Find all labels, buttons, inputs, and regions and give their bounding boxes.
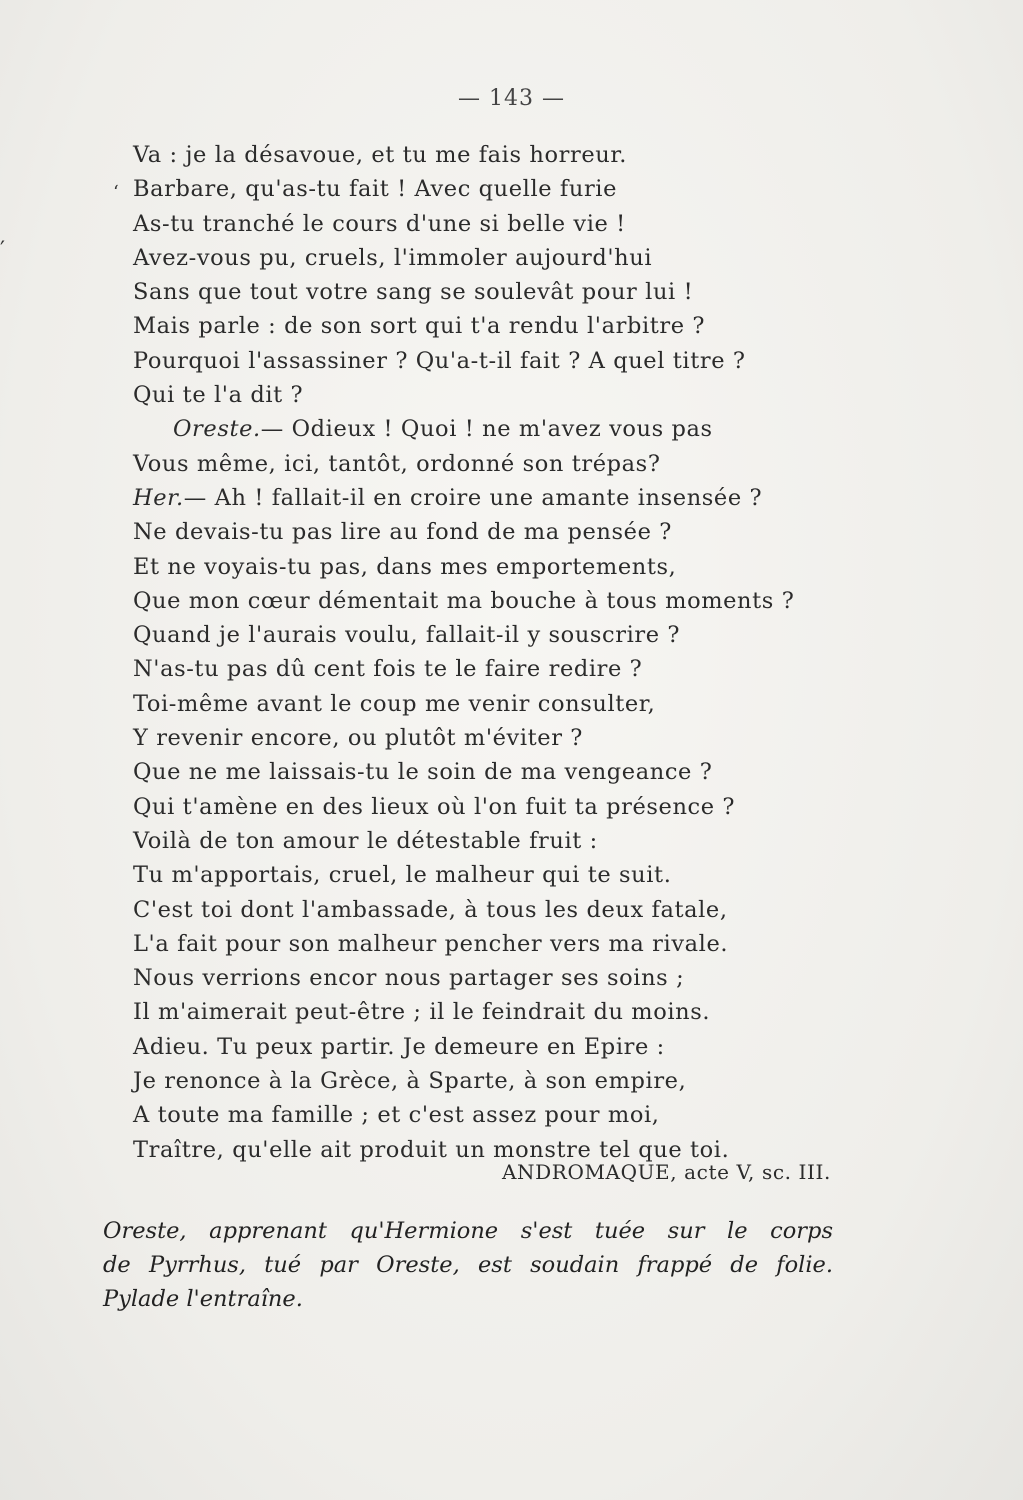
verse-block: [133, 138, 853, 1167]
verse-text: Pourquoi l'assassiner ? Qu'a-t-il fait ? A quel titre ?: [133, 347, 746, 374]
stage-direction-line: Pylade l'entraîne.: [103, 1286, 303, 1312]
verse-text: L'a fait pour son malheur pencher vers ma rivale.: [133, 930, 729, 957]
verse-text: Toi-même avant le coup me venir consulter,: [133, 690, 656, 717]
verse-text: Y revenir encore, ou plutôt m'éviter ?: [133, 725, 583, 752]
verse-text: Nous verrions encor nous partager ses soins ;: [133, 965, 685, 992]
verse-line: [133, 927, 853, 961]
verse-line: [133, 309, 853, 343]
verse-line: [133, 995, 853, 1029]
verse-line: [133, 858, 853, 892]
verse-text: Traître, qu'elle ait produit un monstre tel que toi.: [133, 1136, 730, 1163]
verse-line: [133, 241, 853, 275]
verse-line: [133, 378, 853, 412]
verse-line: [133, 1030, 853, 1064]
verse-text: Vous même, ici, tantôt, ordonné son trépas?: [133, 450, 661, 477]
verse-text: Quand je l'aurais voulu, fallait-il y souscrire ?: [133, 622, 681, 649]
verse-line: [133, 755, 853, 789]
verse-text: — Ah ! fallait-il en croire une amante insensée ?: [183, 484, 763, 511]
verse-text: As-tu tranché le cours d'une si belle vie !: [133, 210, 626, 237]
verse-line: [133, 961, 853, 995]
verse-line: [133, 172, 853, 206]
verse-text: N'as-tu pas dû cent fois te le faire redire ?: [133, 656, 643, 683]
verse-line: [133, 790, 853, 824]
verse-line: [133, 412, 853, 446]
verse-text: Je renonce à la Grèce, à Sparte, à son empire,: [133, 1068, 687, 1095]
verse-line: [133, 687, 853, 721]
speaker-name: Her.: [133, 484, 184, 511]
verse-text: C'est toi dont l'ambassade, à tous les deux fatale,: [133, 896, 728, 923]
verse-line: [133, 721, 853, 755]
verse-text: Sans que tout votre sang se soulevât pour lui !: [133, 279, 694, 306]
verse-line: [133, 550, 853, 584]
verse-line: [133, 584, 853, 618]
verse-text: Barbare, qu'as-tu fait ! Avec quelle furie: [133, 176, 618, 203]
margin-mark: ‘: [113, 182, 119, 203]
verse-text: Adieu. Tu peux partir. Je demeure en Epire :: [133, 1033, 665, 1060]
verse-text: Avez-vous pu, cruels, l'immoler aujourd'hui: [133, 244, 653, 271]
verse-text: Mais parle : de son sort qui t'a rendu l'arbitre ?: [133, 313, 706, 340]
verse-text: Qui t'amène en des lieux où l'on fuit ta présence ?: [133, 793, 736, 820]
verse-line: [133, 1064, 853, 1098]
stage-direction-line: Oreste, apprenant qu'Hermione s'est tuée sur le corps: [103, 1218, 833, 1244]
verse-line: [133, 447, 853, 481]
verse-line: [133, 207, 853, 241]
verse-text: — Odieux ! Quoi ! ne m'avez vous pas: [260, 416, 713, 443]
page-number: — 143 —: [458, 86, 565, 111]
verse-line: [133, 344, 853, 378]
verse-line: [133, 824, 853, 858]
verse-line: [133, 618, 853, 652]
verse-text: Que mon cœur démentait ma bouche à tous moments ?: [133, 587, 795, 614]
verse-text: Va : je la désavoue, et tu me fais horreur.: [133, 142, 627, 168]
stage-direction-line: de Pyrrhus, tué par Oreste, est soudain frappé de folie.: [103, 1252, 833, 1278]
source-attribution: ANDROMAQUE, acte V, sc. III.: [502, 1160, 831, 1184]
stage-direction: [103, 1214, 833, 1316]
verse-line: [133, 893, 853, 927]
verse-text: Il m'aimerait peut-être ; il le feindrait du moins.: [133, 999, 711, 1026]
verse-text: A toute ma famille ; et c'est assez pour moi,: [133, 1102, 660, 1129]
verse-text: Et ne voyais-tu pas, dans mes emportements,: [133, 553, 677, 580]
verse-line: [133, 481, 853, 515]
verse-text: Ne devais-tu pas lire au fond de ma pensée ?: [133, 519, 672, 546]
speaker-name: Oreste.: [173, 416, 261, 443]
verse-text: Voilà de ton amour le détestable fruit :: [133, 827, 598, 854]
verse-text: Qui te l'a dit ?: [133, 382, 304, 409]
verse-line: [133, 1098, 853, 1132]
verse-text: Que ne me laissais-tu le soin de ma vengeance ?: [133, 759, 713, 786]
verse-line: [133, 138, 853, 172]
verse-line: [133, 515, 853, 549]
margin-mark: ′: [0, 238, 5, 263]
verse-text: Tu m'apportais, cruel, le malheur qui te suit.: [133, 862, 672, 889]
verse-line: [133, 275, 853, 309]
verse-line: [133, 652, 853, 686]
